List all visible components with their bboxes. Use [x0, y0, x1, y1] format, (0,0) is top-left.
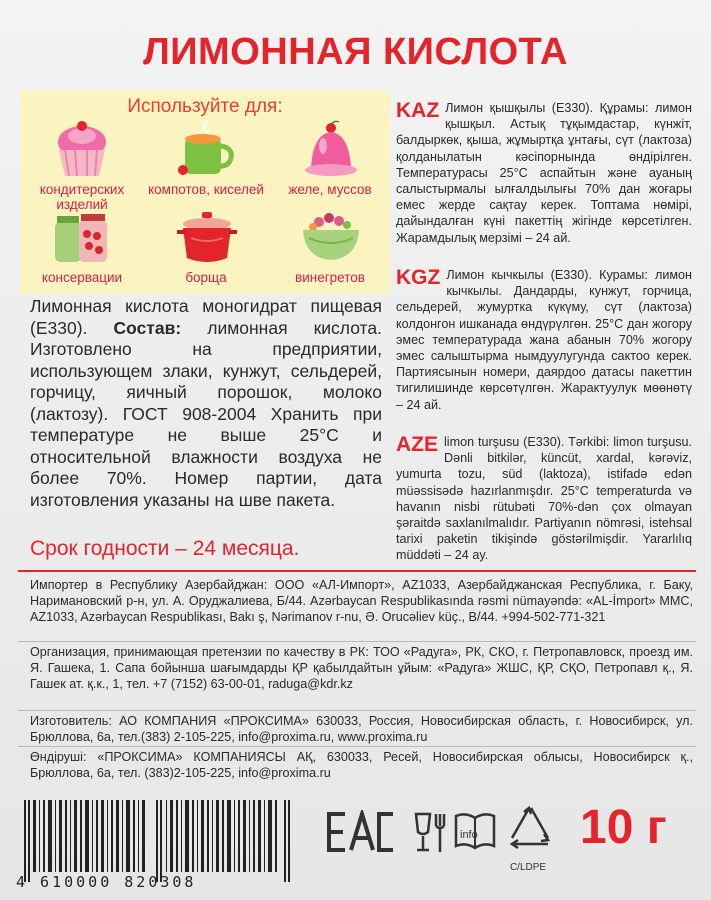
aze-section: [396, 434, 692, 564]
manufacturer-info-kz: Өндіруші: «ПРОКСИМА» КОМПАНИЯСЫ АҚ, 630033, Ресей, Новосибирская облысы, Новосибирск қ., Брюллова, 6а, тел. (383)2-105-225, info@proxima.ru: [30, 750, 693, 780]
kaz-text: Лимон қышқылы (Е330). Құрамы: лимон қышқыл. Астық тұқымдастар, күнжіт, балдыркөк, қыша, жұмыртқа ұнтағы, сүт (лактоза) қолданылатын кәсіпорнында өндірілген. Температурасы 25°C аспайтын және ауаның салыстырмалы ылғалдылығы 70% дан жоғары емес жерде сақтау керек. Топтама нөмірі, дайындалған күні пакеттің жігінде көрсетілген. Жарамдылық мерзімі – 24 ай.: [396, 101, 692, 245]
pot-icon: [171, 208, 241, 268]
net-weight: 10 г: [580, 801, 667, 854]
usage-label: кондитерских изделий: [39, 182, 125, 212]
cup-icon: [171, 120, 241, 180]
lang-code-kgz: KGZ: [396, 266, 441, 289]
composition-label: Состав:: [113, 317, 182, 338]
eac-mark-icon: [325, 810, 397, 854]
russian-description: [30, 296, 382, 511]
lang-code-aze: AZE: [396, 433, 438, 456]
usage-heading: Используйте для:: [127, 96, 283, 117]
lang-code-kaz: KAZ: [396, 99, 440, 122]
kgz-section: [396, 267, 692, 413]
svg-text:info: info: [460, 829, 478, 841]
section-divider: [18, 710, 696, 711]
jelly-icon: [295, 120, 365, 180]
usage-item-compotes: [146, 120, 266, 197]
cake-icon: [47, 120, 117, 180]
info-book-icon: [450, 806, 500, 856]
usage-box: [20, 90, 390, 294]
usage-label: консервации: [41, 270, 123, 285]
product-title: ЛИМОННАЯ КИСЛОТА: [143, 31, 568, 73]
section-divider: [18, 746, 696, 747]
usage-item-vinaigrette: [270, 208, 390, 285]
usage-label: борща: [185, 270, 227, 285]
manufacturer-info: Изготовитель: АО КОМПАНИЯ «ПРОКСИМА» 630033, Россия, Новосибирская область, г. Новосибирск, ул. Брюллова, 6а, тел.(383) 2-105-225, info@proxima.ru, www.proxima.ru: [30, 714, 693, 744]
usage-label: компотов, киселей: [148, 182, 264, 197]
importer-info: Импортер в Республику Азербайджан: ООО «АЛ-Импорт», AZ1033, Азербайджанская Республика, г. Баку, Наримановский р-н, ул. А. Оруджалиева, Б/44. Azərbaycan Respublikasında rəsmi nümayəndə: «AL-İmport» MMC, AZ1033, Azərbaycan Respublikası, Bakı ş, Nərimanov r-nu, Ə. Orucəliev küç., B/44. +994-502-771-321: [30, 578, 693, 624]
recycle-label: C/LDPE: [509, 862, 547, 873]
shelf-life: Срок годности – 24 месяца.: [30, 537, 300, 560]
ru-intro: Лимонная кислота моногидрат пищевая (Е330).: [30, 296, 382, 338]
barcode-number: 4 610000 820308: [16, 873, 197, 891]
food-contact-glass-fork-icon: [410, 808, 450, 858]
usage-item-jelly: [270, 120, 390, 197]
section-divider: [18, 641, 696, 642]
jar-icon: [47, 208, 117, 268]
salad-bowl-icon: [295, 208, 365, 268]
usage-item-borscht: [146, 208, 266, 285]
usage-label: винегретов: [295, 270, 365, 285]
claims-info: Организация, принимающая претензии по качеству в РК: ТОО «Радуга», РК, СКО, г. Петропавловск, проезд им. Я. Гашека, 1. Сапа бойынша шағымдарды ҚР қабылдайтын ұйым: «Радуга» ЖШС, ҚР, СҚО, Петропавл қ., Я. Гашек ат. қ.к., 1, тел. +7 (7152) 63-00-01, raduga@kdr.kz: [30, 645, 693, 691]
usage-item-confectionery: [22, 120, 142, 212]
usage-item-canning: [22, 208, 142, 285]
recycle-icon: [506, 804, 556, 860]
kaz-section: [396, 100, 692, 246]
ru-body: лимонная кислота. Изготовлено на предприятии, использующем злаки, кунжут, сельдерей, горчицу, яичный порошок, молоко (лактозу). ГОСТ 908-2004 Хранить при температуре не выше 25°С и относительной влажности воздуха не более 70%. Номер партии, дата изготовления указаны на шве пакета.: [30, 317, 382, 510]
kgz-text: Лимон кычкылы (Е330). Курамы: лимон кычкылы. Дандарды, кунжут, горчица, сельдерей, жумуртка күкүму, сүт (лактоза) колдонгон ишканада өндүрүлгөн. 25°С дан жогору эмес температурада жана абанын 70% жогору эмес салыштырма нымдуулугунда сактоо керек. Партиясынын номери, даярдоо датасы пакеттин тигилишинде көрсөтүлгөн. Жарактуулук мөөнөтү – 24 ай.: [396, 268, 692, 412]
aze-text: limon turşusu (E330). Tərkibi: limon turşusu. Dənli bitkilər, küncüt, xardal, kərəviz, yumurta tozu, süd (laktoza), istifadə edən müəssisədə hazırlanmışdır. 25°C temperaturda və havanın nisbi rütubəti 70%-dən çox olmayan şəraitdə saxlanılmalıdır. Partiyanın nömrəsi, istehsal tarixi paketin tikişində göstərilmişdir. Yararlılıq müddəti – 24 ay.: [396, 435, 692, 563]
red-divider: [18, 570, 696, 572]
usage-label: желе, муссов: [288, 182, 372, 197]
